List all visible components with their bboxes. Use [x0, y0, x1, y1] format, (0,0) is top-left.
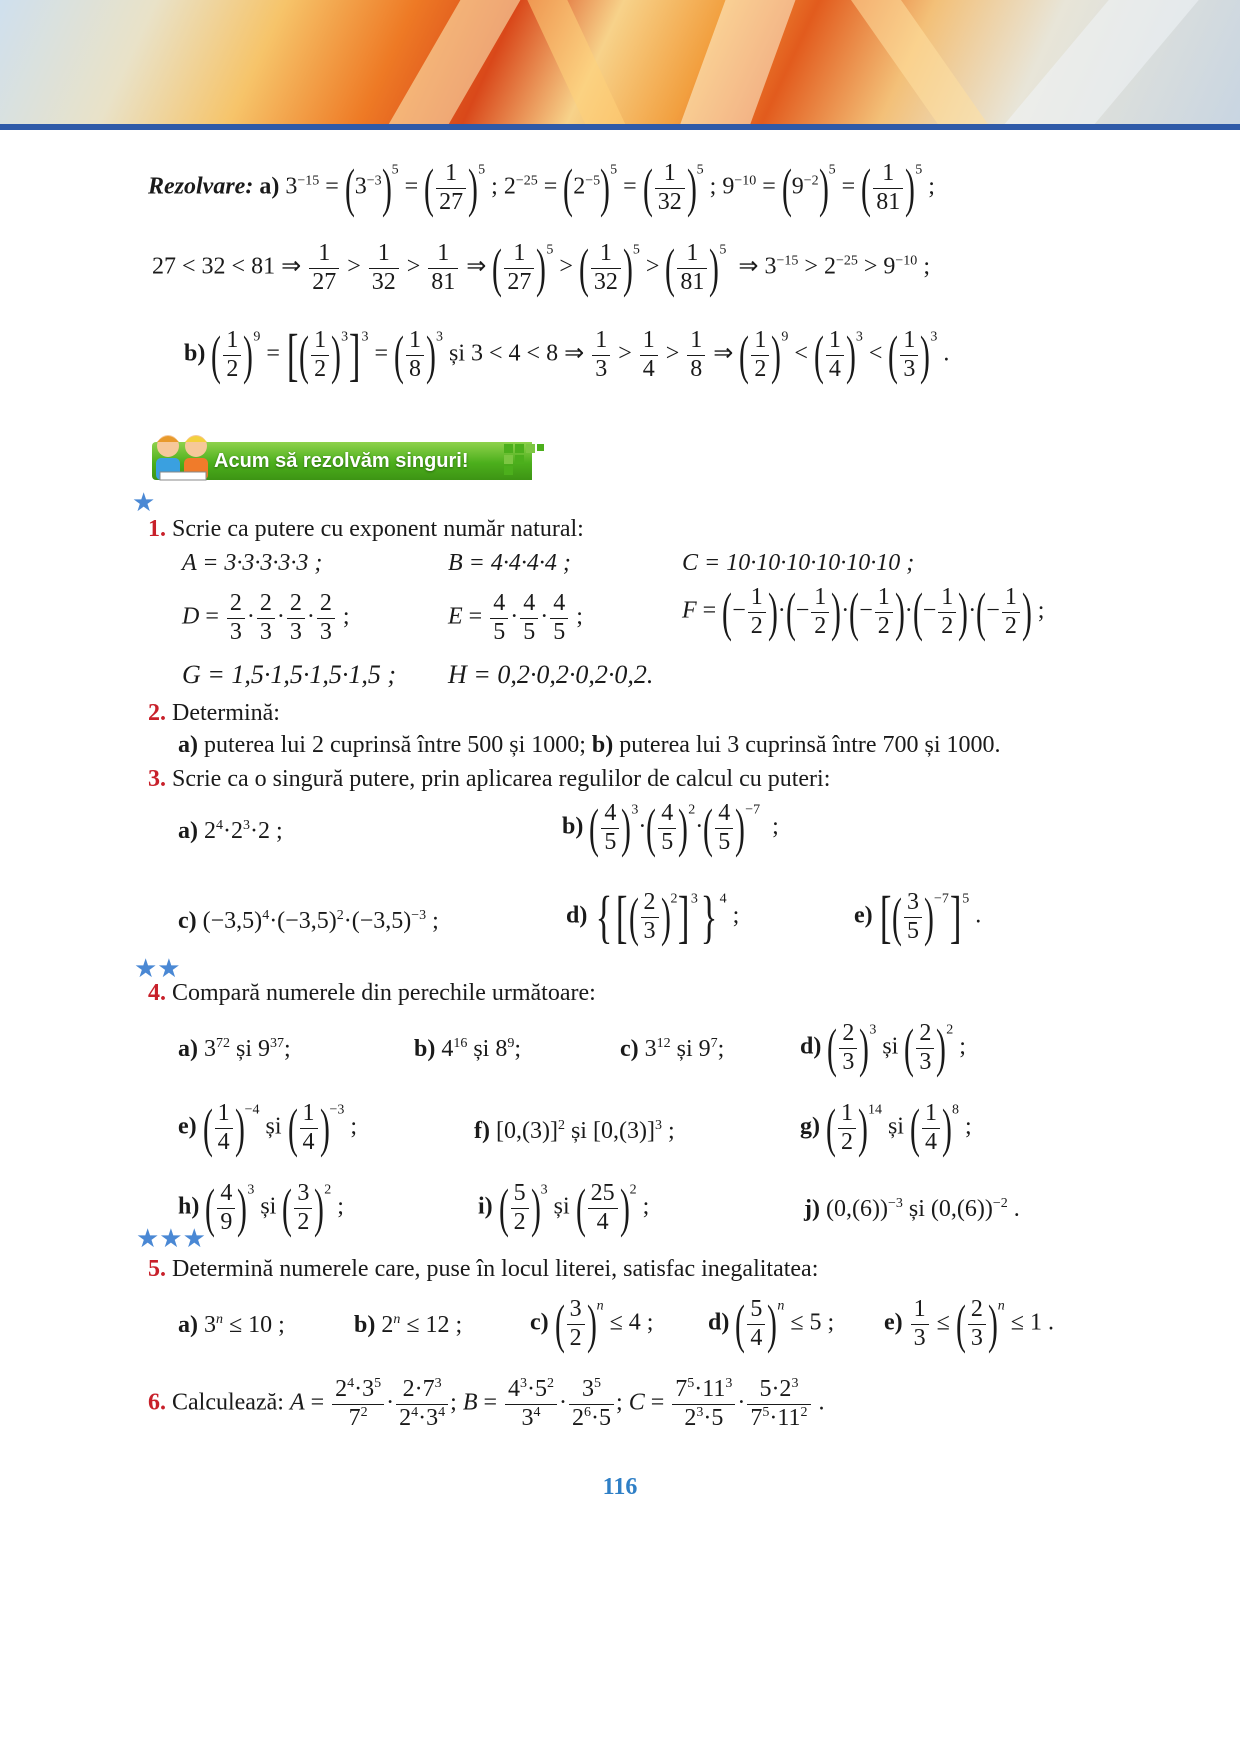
exercise-6-number: 6. — [148, 1389, 166, 1416]
solution-line-1: Rezolvare: a) $3^{-15} = (3^{-3})^5$ = ( $\frac{1}{27}$ )$^5$ ; $2^{-25} = (2^{-5})^5$ = ( $\frac{1}{32}$ )$^5$ ; $9^{-10} = (9^{-2})^5$ = ( $\frac{1}{81}$ )$^5$ ; — [148, 158, 935, 219]
exercise-3-item-d: d) {[( $\frac{2}{3}$ )$^2$]$^3$} $^4$ ; — [566, 884, 740, 949]
difficulty-two-stars-icon: ★★ — [134, 954, 181, 983]
exercise-1-item-C: C = 10·10·10·10·10·10 ; — [682, 550, 915, 576]
solution-a-label: a) — [259, 173, 280, 200]
exercise-6-text: Calculează: — [172, 1389, 284, 1416]
exercise-5-prompt — [148, 1256, 818, 1283]
exercise-2-parts — [178, 732, 1001, 759]
exercise-3-item-a: a) $2^4\cdot 2^3\cdot 2$ ; — [178, 818, 283, 844]
exercise-4-item-b: b) $4^{16}$ și $8^9$; — [414, 1036, 522, 1062]
exercise-3-item-e: e) [( $\frac{3}{5}$ )$^{-7}$]$^5$ . — [854, 884, 982, 949]
exercise-1-item-G: G = 1,5·1,5·1,5·1,5 ; — [182, 660, 396, 689]
exercise-4-item-i: i) ( $\frac{5}{2}$ )$^3$ și ( $\frac{25}{4}$ )$^2$ ; — [478, 1178, 650, 1239]
exercise-5-number: 5. — [148, 1256, 166, 1282]
exercise-4-item-j: j) $(0,(6))^{-3}$ și $(0,(6))^{-2}$ . — [804, 1196, 1020, 1222]
solution-label: Rezolvare — [148, 173, 246, 200]
exercise-1-item-B: B = 4·4·4·4 ; — [448, 550, 571, 576]
exercise-2-text: Determină: — [172, 700, 280, 726]
exercise-3-prompt — [148, 766, 830, 793]
solution-line-2: 27 < 32 < 81 ⇒ $\frac{1}{27}$ > $\frac{1}{32}$ > $\frac{1}{81}$ ⇒ ( $\frac{1}{27}$ )$^5$ > ( $\frac{1}{32}$ )$^5$ > ( $\frac{1}{81}$ )$^5$ ⇒ $3^{-15} > 2^{-25} > 9^{-10}$ ; — [152, 238, 930, 299]
exercise-5-item-a: a) $3^n \le 10$ ; — [178, 1312, 285, 1338]
exercise-1-item-H: H = 0,2·0,2·0,2·0,2. — [448, 660, 654, 689]
exercise-2-b-text: puterea lui 3 cuprinsă între 700 și 1000. — [619, 732, 1001, 758]
header-rule — [0, 124, 1240, 130]
exercise-4-item-f: f) $[0,(3)]^2$ și $[0,(3)]^3$ ; — [474, 1118, 675, 1144]
exercise-2-prompt — [148, 700, 280, 727]
exercise-3-item-c: c) $(-3,5)^4\cdot(-3,5)^2\cdot(-3,5)^{-3}$ ; — [178, 908, 439, 934]
exercise-1-item-F: F = (− $\frac{1}{2}$ )·(− $\frac{1}{2}$ )·(− $\frac{1}{2}$ )·(− $\frac{1}{2}$ )·(− $\frac{1}{2}$ ) ; — [682, 582, 1045, 643]
exercise-2-a-label: a) — [178, 732, 198, 758]
section-banner-title: Acum să rezolvăm singuri! — [214, 450, 469, 472]
exercise-6: 6. Calculează: A = $\frac{2^4\cdot 3^5}{7^2}$ · $\frac{2\cdot 7^3}{2^4\cdot 3^4}$ ; B = $\frac{4^3\cdot 5^2}{3^4}$ · $\frac{3^5}{2^6\cdot 5}$ ; C = $\frac{7^5\cdot 11^3}{2^3\cdot 5}$ · $\frac{5\cdot 2^3}{7^5\cdot 11^2}$ . — [148, 1376, 825, 1431]
exercise-4-item-e: e) ( $\frac{1}{4}$ )$^{-4}$ și ( $\frac{1}{4}$ )$^{-3}$ ; — [178, 1098, 358, 1159]
exercise-4-number: 4. — [148, 980, 166, 1006]
page-number: 116 — [602, 1474, 638, 1500]
exercise-4-item-h: h) ( $\frac{4}{9}$ )$^3$ și ( $\frac{3}{2}$ )$^2$ ; — [178, 1178, 344, 1239]
exercise-4-item-a: a) $3^{72}$ și $9^{37}$; — [178, 1036, 291, 1062]
exercise-2-b-label: b) — [591, 732, 614, 758]
exercise-2-a-text: puterea lui 2 cuprinsă între 500 și 1000; — [204, 732, 586, 758]
exercise-1-prompt — [148, 516, 584, 543]
exercise-2-number: 2. — [148, 700, 166, 726]
exercise-4-item-g: g) ( $\frac{1}{2}$ )$^{14}$ și ( $\frac{1}{4}$ )$^8$ ; — [800, 1098, 972, 1159]
exercise-4-prompt — [148, 980, 596, 1007]
exercise-4-item-d: d) ( $\frac{2}{3}$ )$^3$ și ( $\frac{2}{3}$ )$^2$ ; — [800, 1018, 966, 1079]
exercise-1-number: 1. — [148, 516, 166, 542]
exercise-1-item-D: D = $\frac{2}{3}$ · $\frac{2}{3}$ · $\frac{2}{3}$ · $\frac{2}{3}$ ; — [182, 590, 350, 645]
exercise-5-item-b: b) $2^n \le 12$ ; — [354, 1312, 463, 1338]
difficulty-star-icon: ★ — [132, 488, 156, 517]
exercise-4-text: Compară numerele din perechile următoare: — [172, 980, 596, 1006]
exercise-3-item-b: b) ( $\frac{4}{5}$ )$^3$·( $\frac{4}{5}$ )$^2$·( $\frac{4}{5}$ )$^{-7}$ ; — [562, 798, 779, 859]
exercise-1-item-A: A = 3·3·3·3·3 ; — [182, 550, 323, 576]
exercise-1-item-E: E = $\frac{4}{5}$ · $\frac{4}{5}$ · $\frac{4}{5}$ ; — [448, 590, 583, 645]
exercise-5-item-c: c) ( $\frac{3}{2}$ )$^n$ ≤ 4 ; — [530, 1294, 654, 1355]
exercise-1-text: Scrie ca putere cu exponent număr natural: — [172, 516, 584, 542]
exercise-3-text: Scrie ca o singură putere, prin aplicarea regulilor de calcul cu puteri: — [172, 766, 831, 792]
solution-b-label: b) — [184, 340, 206, 367]
exercise-5-item-d: d) ( $\frac{5}{4}$ )$^n$ ≤ 5 ; — [708, 1294, 835, 1355]
exercise-5-item-e: e) $\frac{1}{3}$ ≤ ( $\frac{2}{3}$ )$^n$ ≤ 1 . — [884, 1294, 1054, 1355]
exercise-5-text: Determină numerele care, puse în locul literei, satisfac inegalitatea: — [172, 1256, 819, 1282]
children-illustration — [148, 432, 218, 488]
exercise-3-number: 3. — [148, 766, 166, 792]
solution-line-3: b) ( $\frac{1}{2}$ )$^9$ = [( $\frac{1}{2}$ )$^3$]$^3$ = ( $\frac{1}{8}$ )$^3$ și 3 < 4 < 8 ⇒ $\frac{1}{3}$ > $\frac{1}{4}$ > $\frac{1}{8}$ ⇒ ( $\frac{1}{2}$ )$^9$ < ( $\frac{1}{4}$ )$^3$ < ( $\frac{1}{3}$ )$^3$ . — [184, 322, 950, 387]
header-banner — [0, 0, 1240, 130]
exercise-4-item-c: c) $3^{12}$ și $9^7$; — [620, 1036, 725, 1062]
difficulty-three-stars-icon: ★★★ — [136, 1224, 206, 1253]
decorative-squares — [504, 444, 544, 478]
